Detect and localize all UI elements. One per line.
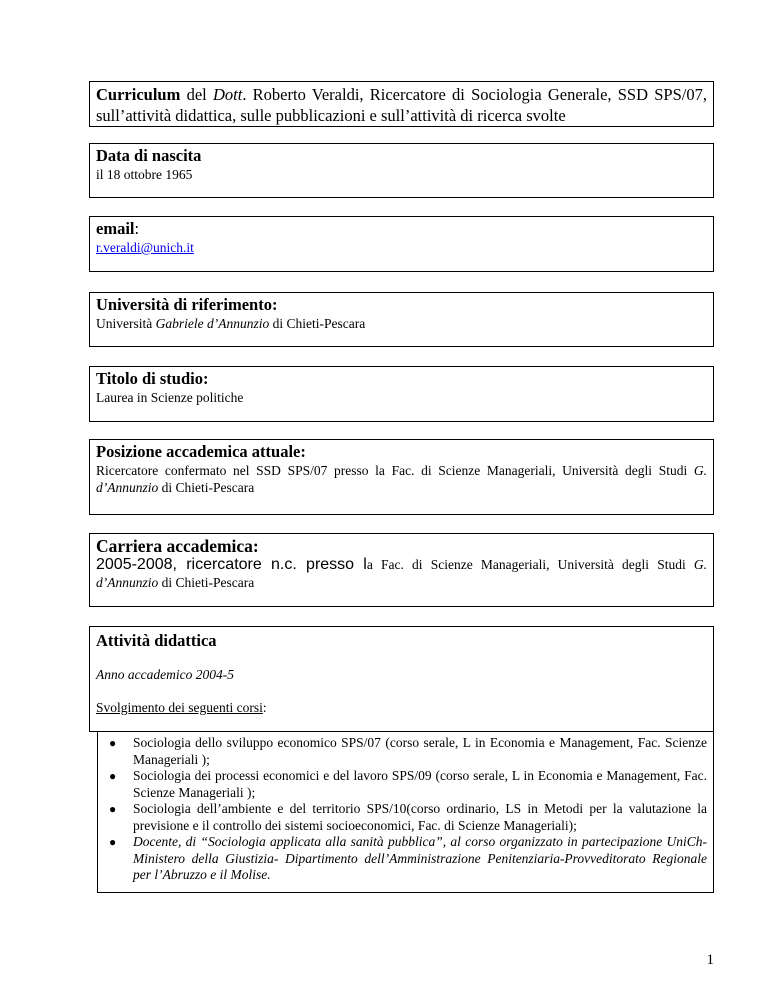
- courses-list: [98, 735, 713, 884]
- career-section: [89, 533, 714, 607]
- page-number: 1: [706, 952, 714, 968]
- bullet-icon: ●: [109, 769, 117, 783]
- courses-label: Svolgimento dei seguenti corsi:: [96, 700, 267, 715]
- email-heading: email:: [96, 219, 140, 238]
- birth-date-heading: Data di nascita: [96, 146, 202, 165]
- degree-value: Laurea in Scienze politiche: [96, 390, 244, 405]
- email-section: [89, 216, 714, 272]
- career-value: 2005-2008, ricercatore n.c. presso la Fac. di Scienze Manageriali, Università degli Studi G. d’Annunzio di Chieti-Pescara: [96, 556, 707, 590]
- list-item: ● Sociologia dello sviluppo economico SPS/07 (corso serale, L in Economia e Management, Fac. Scienze Manageriali );: [109, 735, 707, 767]
- university-value: Università Gabriele d’Annunzio di Chieti-Pescara: [96, 316, 366, 331]
- degree-heading: Titolo di studio:: [96, 369, 209, 388]
- title-box: [89, 81, 714, 127]
- birth-date-section: [89, 143, 714, 198]
- career-heading: Carriera accademica:: [96, 536, 259, 556]
- list-item: ● Sociologia dell’ambiente e del territorio SPS/10(corso ordinario, LS in Metodi per la valutazione la previsione e il controllo dei sistemi socioeconomici, Fac. di Scienze Manageriali);: [109, 801, 707, 833]
- teaching-section: [89, 626, 714, 732]
- list-item: ● Sociologia dei processi economici e del lavoro SPS/09 (corso serale, L in Economia e Management, Fac. Scienze Manageriali );: [109, 768, 707, 800]
- teaching-heading: Attività didattica: [96, 631, 217, 650]
- list-item: ● Docente, di “Sociologia applicata alla sanità pubblica”, al corso organizzato in partecipazione UniCh-Ministero della Giustizia- Dipartimento dell’Amministrazione Penitenziaria-Provveditorato Regionale per l’Abruzzo e il Molise.: [109, 834, 707, 882]
- birth-date-value: il 18 ottobre 1965: [96, 167, 193, 182]
- courses-list-box: [97, 731, 714, 893]
- university-heading: Università di riferimento:: [96, 295, 278, 314]
- position-heading: Posizione accademica attuale:: [96, 442, 306, 461]
- bullet-icon: ●: [109, 835, 117, 849]
- email-link[interactable]: r.veraldi@unich.it: [96, 240, 194, 255]
- position-value: Ricercatore confermato nel SSD SPS/07 presso la Fac. di Scienze Manageriali, Università degli Studi G. d’Annunzio di Chieti-Pescara: [96, 463, 707, 495]
- bullet-icon: ●: [109, 736, 117, 750]
- position-section: [89, 439, 714, 515]
- academic-year: Anno accademico 2004-5: [96, 667, 234, 682]
- document-title: Curriculum del Dott. Roberto Veraldi, Ricercatore di Sociologia Generale, SSD SPS/07, sull’attività didattica, sulle pubblicazioni e sull’attività di ricerca svolte: [96, 85, 707, 125]
- bullet-icon: ●: [109, 802, 117, 816]
- university-section: [89, 292, 714, 347]
- degree-section: [89, 366, 714, 422]
